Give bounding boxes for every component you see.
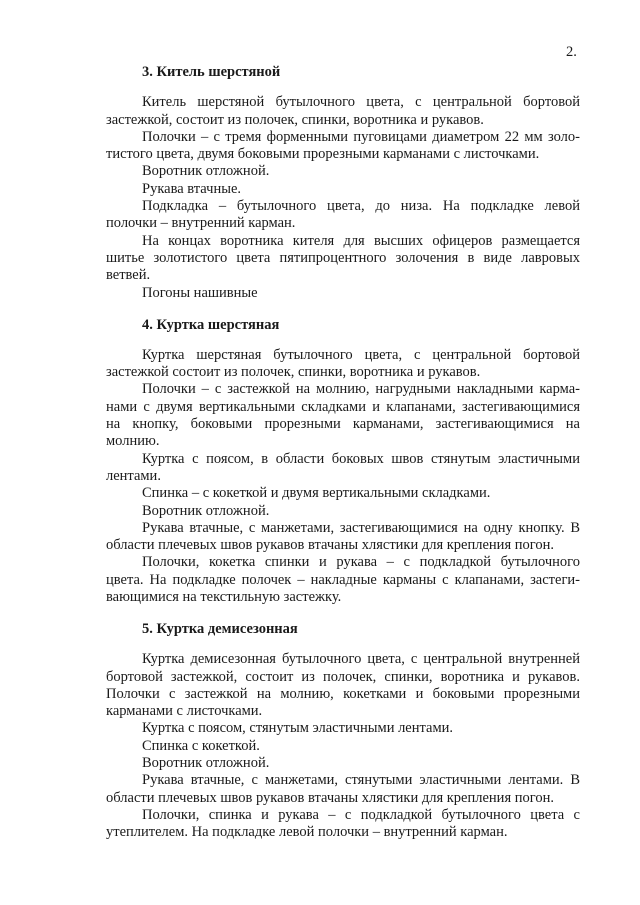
paragraph xyxy=(106,198,580,233)
text-line: цвета. На подкладке полочек – накладные карманы с клапанами, застеги- xyxy=(106,571,580,588)
page-number: 2. xyxy=(566,44,577,60)
paragraph xyxy=(106,233,580,285)
text-line: На концах воротника кителя для высших офицеров размещается xyxy=(142,232,580,249)
paragraph xyxy=(106,285,580,302)
text-line: Спинка с кокеткой. xyxy=(142,737,260,754)
text-line: бортовой застежкой, состоит из полочек, спинки, воротника и рукавов. xyxy=(106,668,580,685)
paragraph xyxy=(106,520,580,555)
paragraph xyxy=(106,755,580,772)
text-line: Куртка с поясом, в области боковых швов стянутым эластичными xyxy=(142,450,580,467)
paragraph xyxy=(106,129,580,164)
text-line: области плечевых швов рукавов втачаны хлястики для крепления погон. xyxy=(106,789,554,806)
paragraph xyxy=(106,807,580,842)
text-line: Китель шерстяной бутылочного цвета, с центральной бортовой xyxy=(142,94,580,111)
paragraph xyxy=(106,720,580,737)
text-line: Подкладка – бутылочного цвета, до низа. На подкладке левой xyxy=(142,198,580,215)
section-heading: 4. Куртка шерстяная xyxy=(142,316,280,333)
paragraph xyxy=(106,181,580,198)
paragraph xyxy=(106,485,580,502)
text-line: застежкой, состоит из полочек, спинки, воротника и рукавов. xyxy=(106,111,484,128)
paragraph xyxy=(106,451,580,486)
text-line: на кнопку, боковыми прорезными карманами, застегивающимися на xyxy=(106,416,580,433)
text-line: Полочки, кокетка спинки и рукава – с подкладкой бутылочного xyxy=(142,554,580,571)
text-line: утеплителем. На подкладке левой полочки – внутренний карман. xyxy=(106,824,508,841)
text-line: лентами. xyxy=(106,467,161,484)
paragraph xyxy=(106,94,580,129)
text-line: застежкой состоит из полочек, спинки, воротника и рукавов. xyxy=(106,364,481,381)
text-line: тистого цвета, двумя боковыми прорезными карманами с листочками. xyxy=(106,146,540,163)
document-body xyxy=(106,64,580,856)
paragraph xyxy=(106,347,580,382)
text-line: Куртка с поясом, стянутым эластичными лентами. xyxy=(142,720,454,737)
text-line: карманами с листочками. xyxy=(106,703,263,720)
text-line: Полочки, спинка и рукава – с подкладкой бутылочного цвета с xyxy=(142,806,580,823)
document-section xyxy=(106,621,580,842)
text-line: Полочки с застежкой на молнию, кокетками и боковыми прорезными xyxy=(106,685,580,702)
paragraph xyxy=(106,554,580,606)
text-line: Рукава втачные, с манжетами, стянутыми эластичными лентами. В xyxy=(142,772,580,789)
text-line: ветвей. xyxy=(106,267,151,284)
section-heading: 3. Китель шерстяной xyxy=(142,64,281,80)
text-line: шитье золотистого цвета пятипроцентного золочения в виде лавровых xyxy=(106,249,580,266)
text-line: нами с двумя вертикальными складками и клапанами, застегивающимися xyxy=(106,398,580,415)
section-heading: 5. Куртка демисезонная xyxy=(142,620,298,637)
text-line: Спинка – с кокеткой и двумя вертикальными складками. xyxy=(142,485,491,502)
text-line: Погоны нашивные xyxy=(142,284,258,301)
text-line: Воротник отложной. xyxy=(142,755,270,772)
text-line: Воротник отложной. xyxy=(142,163,270,180)
text-line: вающимися на текстильную застежку. xyxy=(106,589,342,605)
paragraph xyxy=(106,651,580,720)
text-line: Куртка демисезонная бутылочного цвета, с центральной внутренней xyxy=(142,651,580,668)
paragraph xyxy=(106,163,580,180)
document-section xyxy=(106,317,580,607)
text-line: Полочки – с застежкой на молнию, нагрудными накладными карма- xyxy=(142,381,580,398)
text-line: молнию. xyxy=(106,433,160,450)
paragraph xyxy=(106,738,580,755)
text-line: полочки – внутренний карман. xyxy=(106,215,296,232)
paragraph xyxy=(106,503,580,520)
paragraph xyxy=(106,381,580,450)
text-line: Куртка шерстяная бутылочного цвета, с центральной бортовой xyxy=(142,346,580,363)
text-line: Рукава втачные. xyxy=(142,180,242,197)
document-section xyxy=(106,64,580,302)
text-line: Рукава втачные, с манжетами, застегивающимися на одну кнопку. В xyxy=(142,519,580,536)
paragraph xyxy=(106,772,580,807)
text-line: Полочки – с тремя форменными пуговицами диаметром 22 мм золо- xyxy=(142,128,580,145)
text-line: области плечевых швов рукавов втачаны хлястики для крепления погон. xyxy=(106,537,554,554)
text-line: Воротник отложной. xyxy=(142,502,270,519)
